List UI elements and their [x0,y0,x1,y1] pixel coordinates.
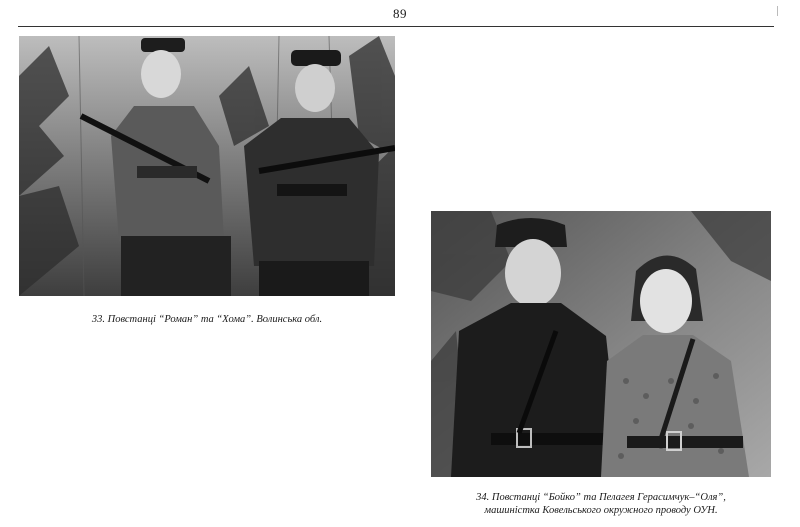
photo-33-image [19,36,395,296]
photo-34-caption-line2: машиністка Ковельського окружного проводу ОУН. [484,505,718,516]
photo-34 [431,211,771,477]
photo-34-caption-line1: 34. Повстанці “Бойко” та Пелагея Герасимчук–“Оля”, [476,492,726,503]
photo-33 [19,36,395,296]
photo-34-caption [431,491,771,517]
header-rule [18,26,774,27]
page-corner-mark [777,6,786,16]
photo-33-caption: 33. Повстанці “Роман” та “Хома”. Волинська обл. [91,314,323,325]
page-number: 89 [393,6,407,21]
photo-34-image [431,211,771,477]
